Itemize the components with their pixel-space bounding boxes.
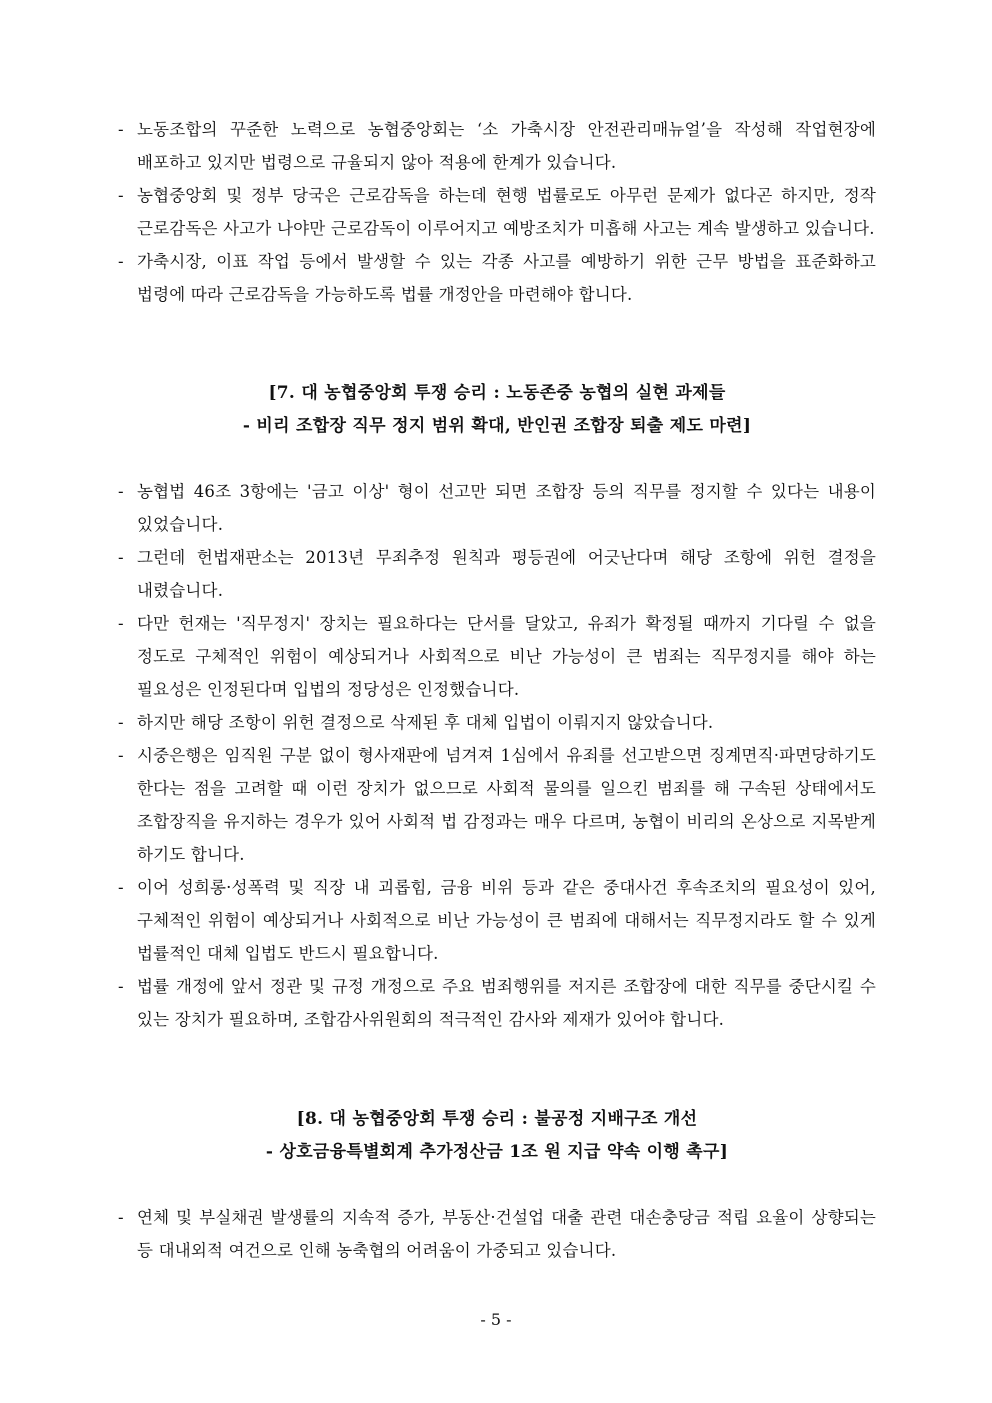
bullet-text: 하지만 해당 조항이 위헌 결정으로 삭제된 후 대체 입법이 이뤄지지 않았습니다. xyxy=(137,713,714,732)
bullet-text: 노동조합의 꾸준한 노력으로 농협중앙회는 ‘소 가축시장 안전관리매뉴얼’을 작성해 작업현장에 배포하고 있지만 법령으로 규율되지 않아 적용에 한계가 있습니다. xyxy=(137,120,876,172)
page-number: - 5 - xyxy=(480,1310,512,1329)
bullet-text: 연체 및 부실채권 발생률의 지속적 증가, 부동산·건설업 대출 관련 대손충당금 적립 요율이 상향되는 등 대내외적 여건으로 인해 농축협의 어려움이 가중되고 있습니다. xyxy=(137,1208,876,1260)
bullet-text: 농협중앙회 및 정부 당국은 근로감독을 하는데 현행 법률로도 아무런 문제가 없다곤 하지만, 정작 근로감독은 사고가 나야만 근로감독이 이루어지고 예방조치가 미흡해 사고는 계속 발생하고 있습니다. xyxy=(137,186,876,238)
bullet-text: 가축시장, 이표 작업 등에서 발생할 수 있는 각종 사고를 예방하기 위한 근무 방법을 표준화하고 법령에 따라 근로감독을 가능하도록 법률 개정안을 마련해야 합니다. xyxy=(137,252,876,304)
bullet-paragraph: - 이어 성희롱·성폭력 및 직장 내 괴롭힘, 금융 비위 등과 같은 중대사건 후속조치의 필요성이 있어, 구체적인 위험이 예상되거나 사회적으로 비난 가능성이 큰 범죄에 대해서는 직무정지라도 할 수 있게 법률적인 대체 입법도 반드시 필요합니다. xyxy=(118,878,876,963)
bullet-text: 그런데 헌법재판소는 2013년 무죄추정 원칙과 평등권에 어긋난다며 해당 조항에 위헌 결정을 내렸습니다. xyxy=(137,548,876,600)
section7-heading-line1: [7. 대 농협중앙회 투쟁 승리 : 노동존중 농협의 실현 과제들 xyxy=(268,383,726,403)
bullet-paragraph: - 노동조합의 꾸준한 노력으로 농협중앙회는 ‘소 가축시장 안전관리매뉴얼’을 작성해 작업현장에 배포하고 있지만 법령으로 규율되지 않아 적용에 한계가 있습니다. xyxy=(118,120,876,172)
section7-bullet-list xyxy=(118,475,876,1036)
section6-bullet-list xyxy=(118,113,876,311)
bullet-text: 다만 헌재는 '직무정지' 장치는 필요하다는 단서를 달았고, 유죄가 확정될 때까지 기다릴 수 없을 정도로 구체적인 위험이 예상되거나 사회적으로 비난 가능성이 큰 범죄는 직무정지를 해야 하는 필요성은 인정된다며 입법의 정당성은 인정했습니다. xyxy=(137,614,876,699)
bullet-paragraph: - 시중은행은 임직원 구분 없이 형사재판에 넘겨져 1심에서 유죄를 선고받으면 징계면직·파면당하기도 한다는 점을 고려할 때 이런 장치가 없으므로 사회적 물의를 일으킨 범죄를 해 구속된 상태에서도 조합장직을 유지하는 경우가 있어 사회적 법 감정과는 매우 다르며, 농협이 비리의 온상으로 지목받게 하기도 합니다. xyxy=(118,746,876,864)
bullet-text: 농협법 46조 3항에는 '금고 이상' 형이 선고만 되면 조합장 등의 직무를 정지할 수 있다는 내용이 있었습니다. xyxy=(137,482,876,534)
bullet-paragraph: - 농협법 46조 3항에는 '금고 이상' 형이 선고만 되면 조합장 등의 직무를 정지할 수 있다는 내용이 있었습니다. xyxy=(118,482,876,534)
bullet-text: 이어 성희롱·성폭력 및 직장 내 괴롭힘, 금융 비위 등과 같은 중대사건 후속조치의 필요성이 있어, 구체적인 위험이 예상되거나 사회적으로 비난 가능성이 큰 범죄에 대해서는 직무정지라도 할 수 있게 법률적인 대체 입법도 반드시 필요합니다. xyxy=(137,878,876,963)
section8-heading-line2: - 상호금융특별회계 추가정산금 1조 원 지급 약속 이행 촉구] xyxy=(265,1142,729,1162)
bullet-text: 시중은행은 임직원 구분 없이 형사재판에 넘겨져 1심에서 유죄를 선고받으면 징계면직·파면당하기도 한다는 점을 고려할 때 이런 장치가 없으므로 사회적 물의를 일으킨 범죄를 해 구속된 상태에서도 조합장직을 유지하는 경우가 있어 사회적 법 감정과는 매우 다르며, 농협이 비리의 온상으로 지목받게 하기도 합니다. xyxy=(137,746,876,864)
bullet-paragraph: - 하지만 해당 조항이 위헌 결정으로 삭제된 후 대체 입법이 이뤄지지 않았습니다. xyxy=(118,713,714,732)
bullet-text: 법률 개정에 앞서 정관 및 규정 개정으로 주요 범죄행위를 저지른 조합장에 대한 직무를 중단시킬 수 있는 장치가 필요하며, 조합감사위원회의 적극적인 감사와 제재가 있어야 합니다. xyxy=(137,977,876,1029)
bullet-paragraph: - 법률 개정에 앞서 정관 및 규정 개정으로 주요 범죄행위를 저지른 조합장에 대한 직무를 중단시킬 수 있는 장치가 필요하며, 조합감사위원회의 적극적인 감사와 제재가 있어야 합니다. xyxy=(118,977,876,1029)
section8-bullet-list xyxy=(118,1201,876,1267)
bullet-paragraph: - 다만 헌재는 '직무정지' 장치는 필요하다는 단서를 달았고, 유죄가 확정될 때까지 기다릴 수 없을 정도로 구체적인 위험이 예상되거나 사회적으로 비난 가능성이 큰 범죄는 직무정지를 해야 하는 필요성은 인정된다며 입법의 정당성은 인정했습니다. xyxy=(118,614,876,699)
bullet-paragraph: - 농협중앙회 및 정부 당국은 근로감독을 하는데 현행 법률로도 아무런 문제가 없다곤 하지만, 정작 근로감독은 사고가 나야만 근로감독이 이루어지고 예방조치가 미흡해 사고는 계속 발생하고 있습니다. xyxy=(118,186,876,238)
section7-heading-line2: - 비리 조합장 직무 정지 범위 확대, 반인권 조합장 퇴출 제도 마련] xyxy=(242,416,752,436)
bullet-paragraph: - 그런데 헌법재판소는 2013년 무죄추정 원칙과 평등권에 어긋난다며 해당 조항에 위헌 결정을 내렸습니다. xyxy=(118,548,876,600)
bullet-paragraph: - 연체 및 부실채권 발생률의 지속적 증가, 부동산·건설업 대출 관련 대손충당금 적립 요율이 상향되는 등 대내외적 여건으로 인해 농축협의 어려움이 가중되고 있습니다. xyxy=(118,1208,876,1260)
bullet-paragraph: - 가축시장, 이표 작업 등에서 발생할 수 있는 각종 사고를 예방하기 위한 근무 방법을 표준화하고 법령에 따라 근로감독을 가능하도록 법률 개정안을 마련해야 합니다. xyxy=(118,252,876,304)
section8-heading-line1: [8. 대 농협중앙회 투쟁 승리 : 불공정 지배구조 개선 xyxy=(296,1109,698,1129)
